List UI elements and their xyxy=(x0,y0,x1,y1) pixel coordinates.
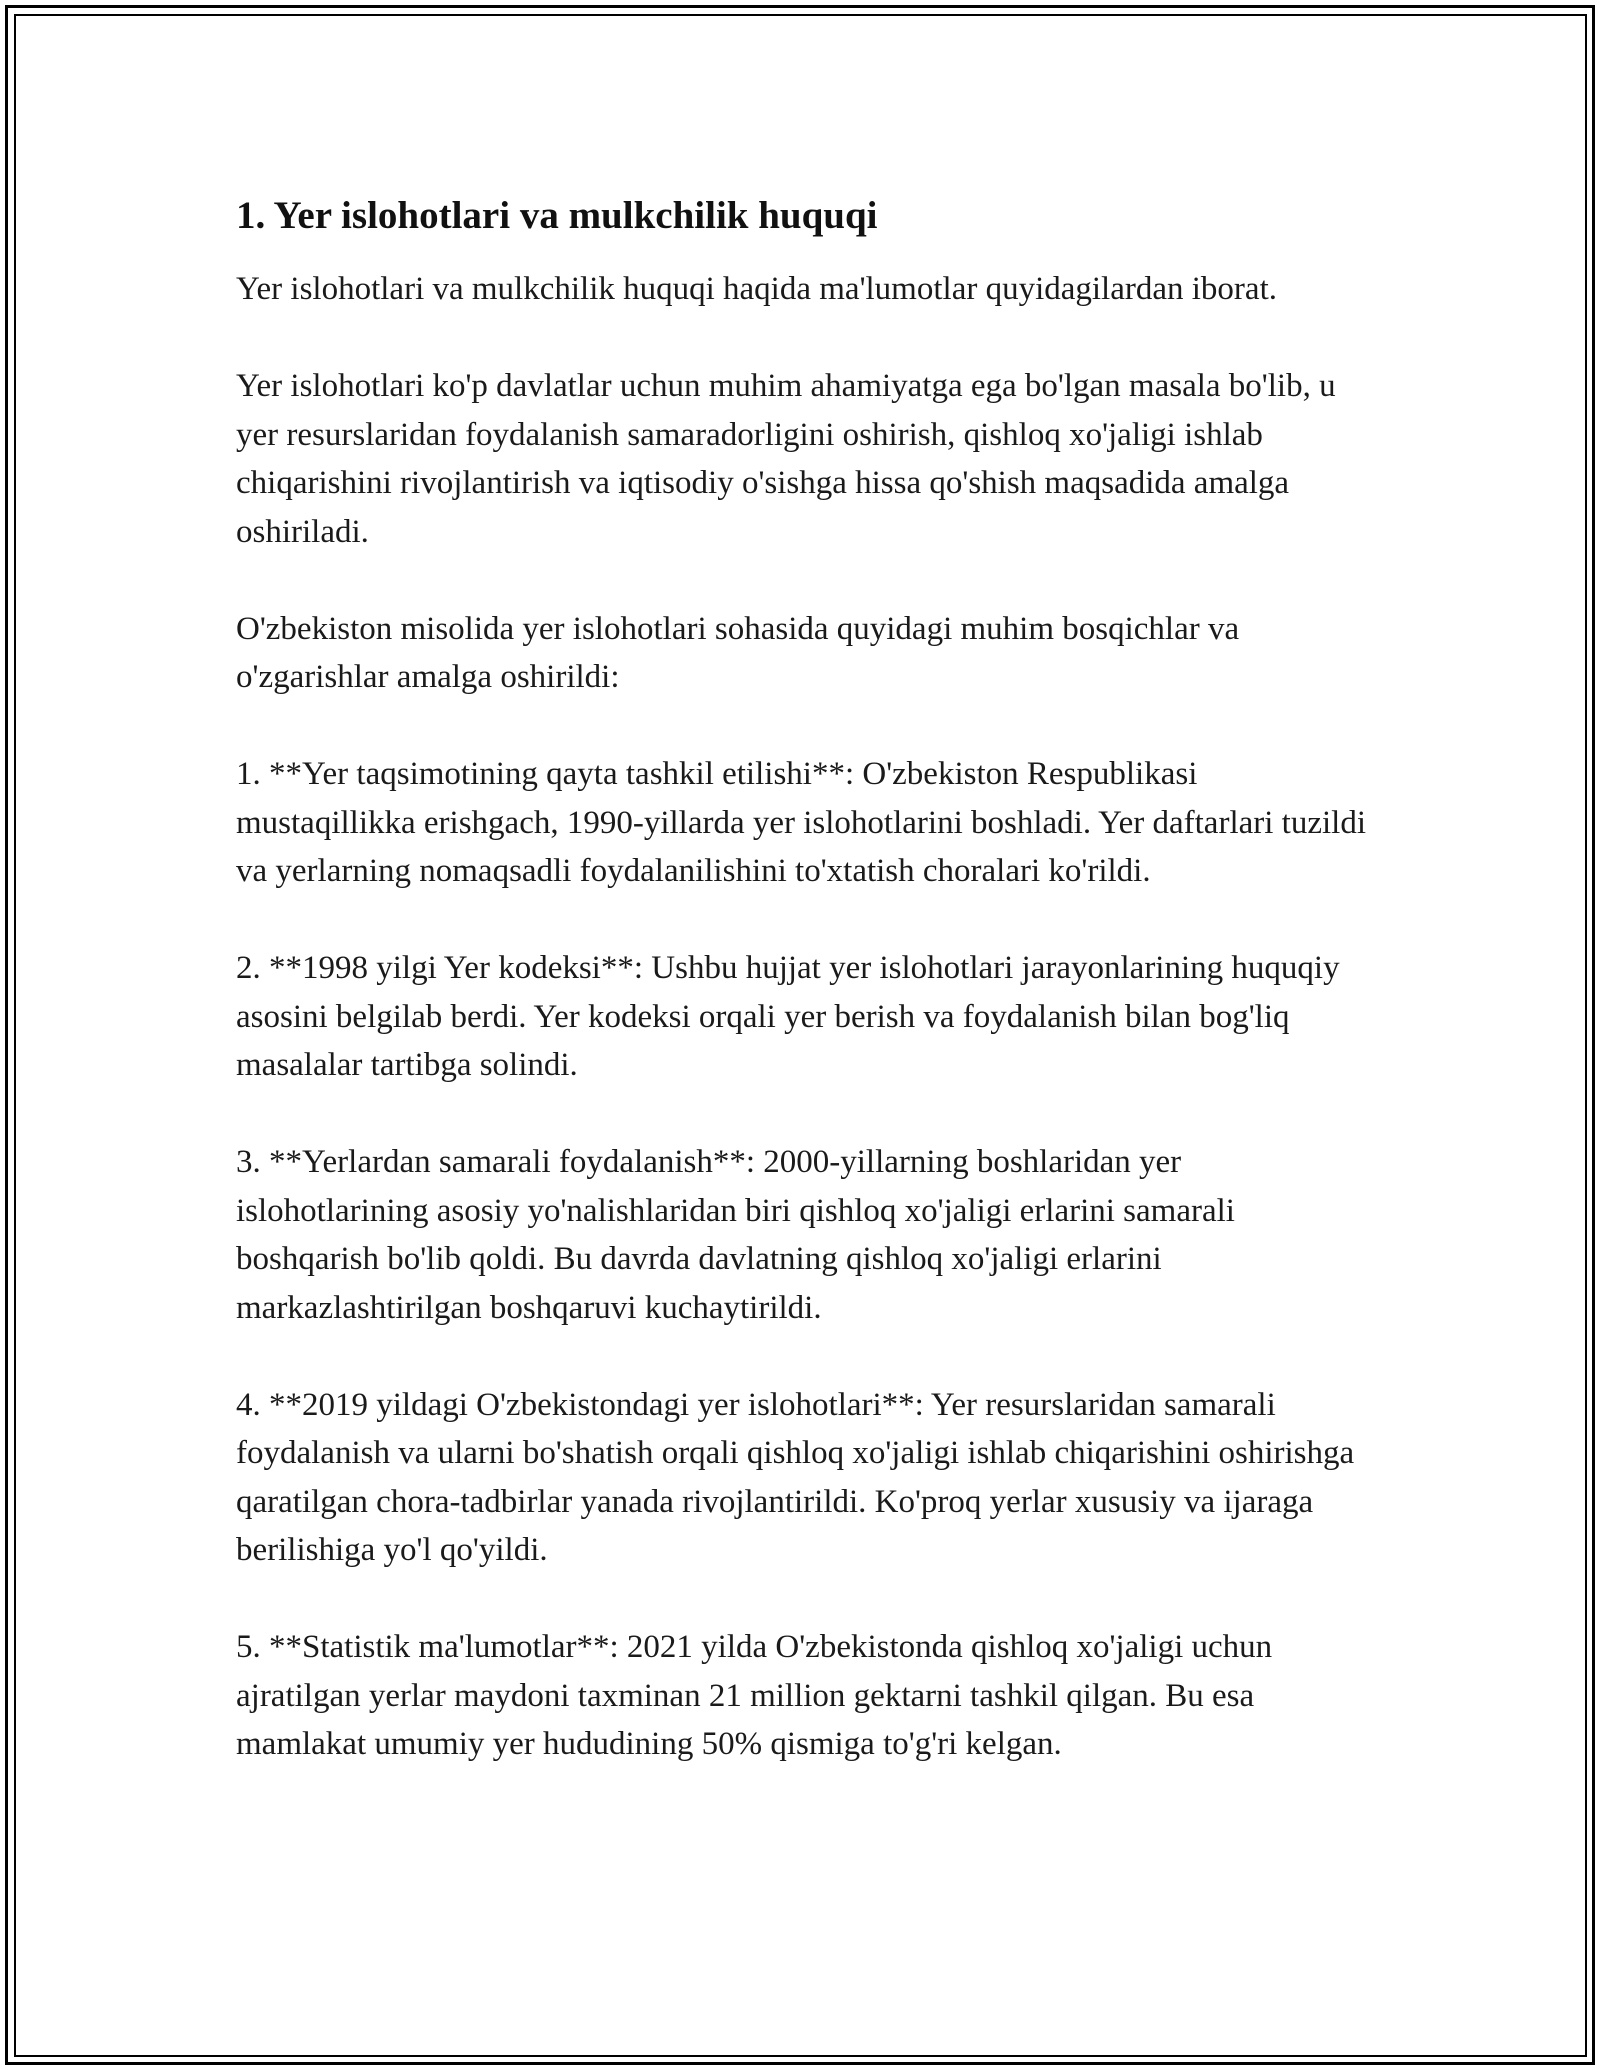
list-item-5: 5. **Statistik ma'lumotlar**: 2021 yilda O'zbekistonda qishloq xo'jaligi uchun ajratilgan yerlar maydoni taxminan 21 million gektarni tashkil qilgan. Bu esa mamlakat umumiy yer hududining 50% qismiga to'g'ri kelgan. xyxy=(236,1629,1273,1762)
intro-paragraph: Yer islohotlari va mulkchilik huquqi haqida ma'lumotlar quyidagilardan iborat. xyxy=(236,271,1277,307)
list-item-4: 4. **2019 yildagi O'zbekistondagi yer islohotlari**: Yer resurslaridan samarali foydalanish va ularni bo'shatish orqali qishloq xo'jaligi ishlab chiqarishini oshirishga qaratilgan chora-tadbirlar yanada rivojlantirildi. Ko'proq yerlar xususiy va ijaraga berilishiga yo'l qo'yildi. xyxy=(236,1386,1355,1568)
list-item-2: 2. **1998 yilgi Yer kodeksi**: Ushbu hujjat yer islohotlari jarayonlarining huquqiy asosini belgilab berdi. Yer kodeksi orqali yer berish va foydalanish bilan bog'liq masalalar tartibga solindi. xyxy=(236,950,1340,1083)
document-body xyxy=(236,188,1376,1817)
document-title: 1. Yer islohotlari va mulkchilik huquqi xyxy=(236,194,878,237)
context-paragraph: Yer islohotlari ko'p davlatlar uchun muhim ahamiyatga ega bo'lgan masala bo'lib, u yer resurslaridan foydalanish samaradorligini oshirish, qishloq xo'jaligi ishlab chiqarishini rivojlantirish va iqtisodiy o'sishga hissa qo'shish maqsadida amalga oshiriladi. xyxy=(236,368,1336,550)
stages-intro-paragraph: O'zbekiston misolida yer islohotlari sohasida quyidagi muhim bosqichlar va o'zgarishlar amalga oshirildi: xyxy=(236,610,1240,695)
list-item-1: 1. **Yer taqsimotining qayta tashkil etilishi**: O'zbekiston Respublikasi mustaqillikka erishgach, 1990-yillarda yer islohotlarini boshladi. Yer daftarlari tuzildi va yerlarning nomaqsadli foydalanilishini to'xtatish choralari ko'rildi. xyxy=(236,756,1366,889)
list-item-3: 3. **Yerlardan samarali foydalanish**: 2000-yillarning boshlaridan yer islohotlarining asosiy yo'nalishlaridan biri qishloq xo'jaligi erlarini samarali boshqarish bo'lib qoldi. Bu davrda davlatning qishloq xo'jaligi erlarini markazlashtirilgan boshqaruvi kuchaytirildi. xyxy=(236,1144,1235,1326)
